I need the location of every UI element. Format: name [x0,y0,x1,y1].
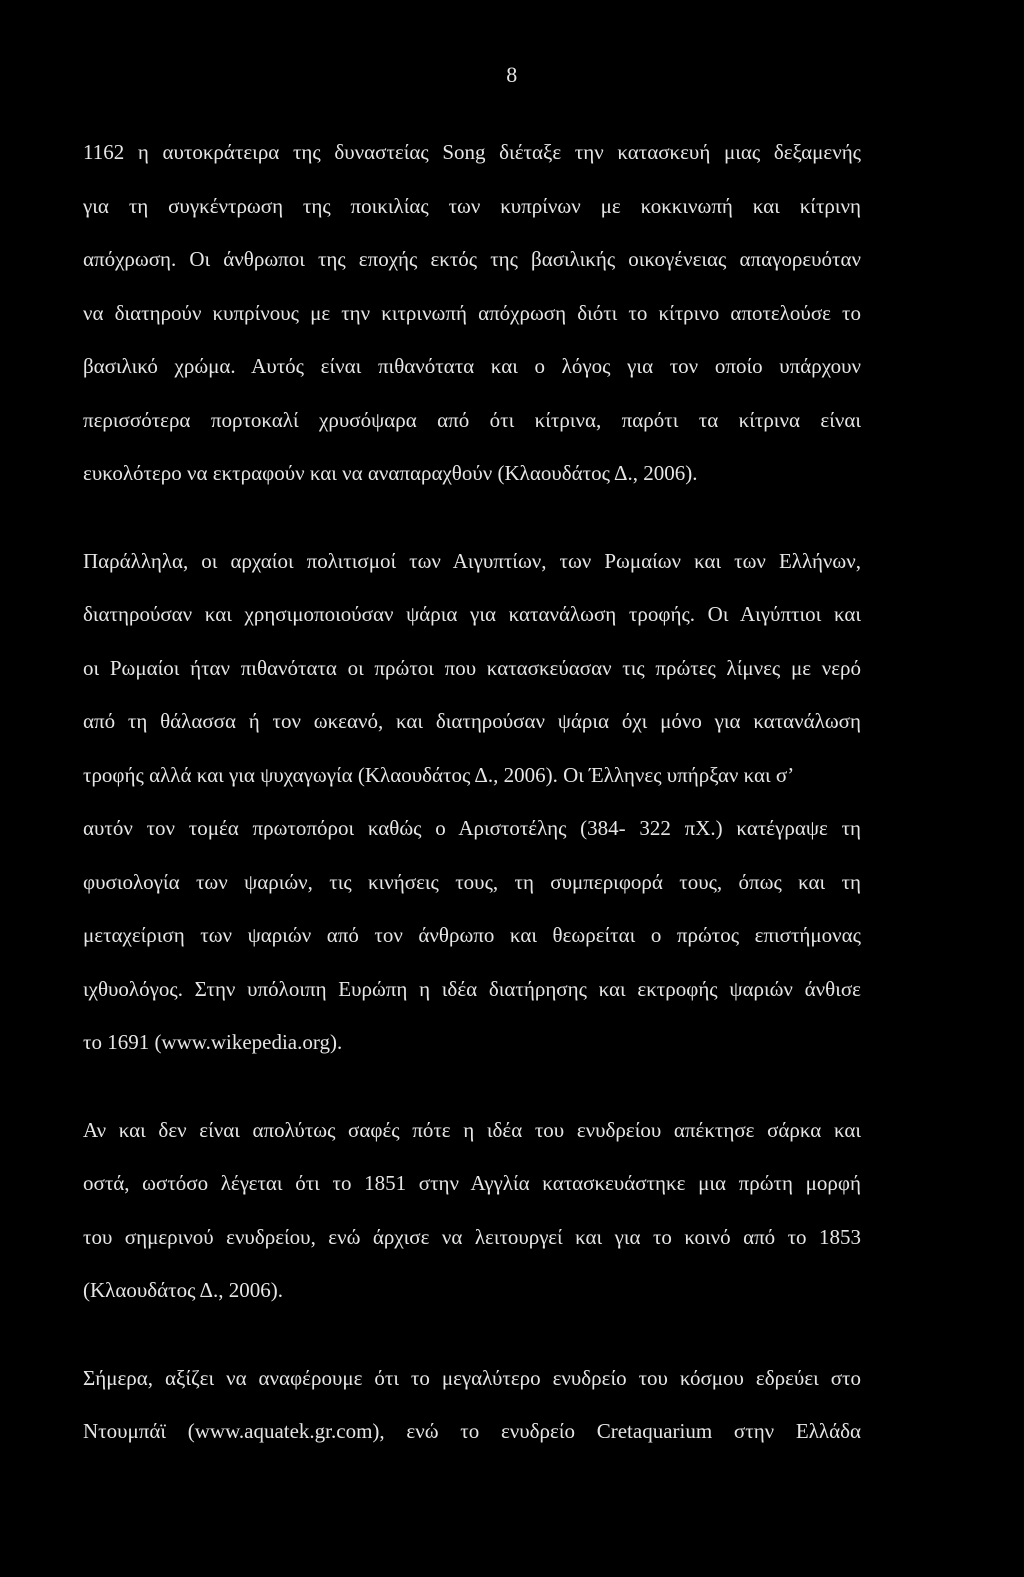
paragraph-aquarium-origin [83,1104,861,1318]
text-line: διατηρούσαν και χρησιμοποιούσαν ψάρια για κατανάλωση τροφής. Οι Αιγύπτιοι και [83,602,861,626]
text-line: (Κλαουδάτος Δ., 2006). [83,1278,283,1302]
paragraph-ancient-civilizations [83,535,861,1070]
text-line: αυτόν τον τομέα πρωτοπόροι καθώς ο Αριστοτέλης (384- 322 πΧ.) κατέγραψε τη [83,816,861,840]
paragraph-largest-aquarium [83,1352,861,1459]
text-line: του σημερινού ενυδρείου, ενώ άρχισε να λειτουργεί και για το κοινό από το 1853 [83,1224,861,1249]
paragraph-gap [83,501,861,535]
paragraph-gap [83,1070,861,1104]
text-line: το 1691 (www.wikepedia.org). [83,1030,343,1054]
text-line: φυσιολογία των ψαριών, τις κινήσεις τους, τη συμπεριφορά τους, όπως και τη [83,869,861,894]
text-line: Σήμερα, αξίζει να αναφέρουμε ότι το μεγαλύτερο ενυδρείο του κόσμου εδρεύει στο [83,1365,861,1390]
text-line: να διατηρούν κυπρίνους με την κιτρινωπή απόχρωση διότι το κίτρινο αποτελούσε το [83,300,861,325]
text-line: Παράλληλα, οι αρχαίοι πολιτισμοί των Αιγυπτίων, των Ρωμαίων και των Ελλήνων, [83,548,861,573]
text-line: από τη θάλασσα ή τον ωκεανό, και διατηρούσαν ψάρια όχι μόνο για κατανάλωση [83,709,861,733]
text-line: τροφής αλλά και για ψυχαγωγία (Κλαουδάτος Δ., 2006). Οι Έλληνες υπήρξαν και σ’ [83,762,795,787]
text-line: περισσότερα πορτοκαλί χρυσόψαρα από ότι κίτρινα, παρότι τα κίτρινα είναι [83,407,861,432]
text-line: ευκολότερο να εκτραφούν και να αναπαραχθούν (Κλαουδάτος Δ., 2006). [83,461,698,485]
text-line: για τη συγκέντρωση της ποικιλίας των κυπρίνων με κοκκινωπή και κίτρινη [83,193,861,218]
text-line: ιχθυολόγος. Στην υπόλοιπη Ευρώπη η ιδέα διατήρησης και εκτροφής ψαριών άνθισε [83,976,861,1001]
page-number: 8 [506,62,518,87]
document-body [83,126,861,1459]
text-line: μεταχείριση των ψαριών από τον άνθρωπο και θεωρείται ο πρώτος επιστήμονας [83,923,861,947]
text-line: βασιλικό χρώμα. Αυτός είναι πιθανότατα και ο λόγος για τον οποίο υπάρχουν [83,354,861,378]
text-line: οστά, ωστόσο λέγεται ότι το 1851 στην Αγγλία κατασκευάστηκε μια πρώτη μορφή [83,1171,861,1195]
text-line: Ντουμπάϊ (www.aquatek.gr.com), ενώ το ενυδρείο Cretaquarium στην Ελλάδα [83,1419,861,1443]
text-line: Αν και δεν είναι απολύτως σαφές πότε η ιδέα του ενυδρείου απέκτησε σάρκα και [83,1117,861,1142]
text-line: απόχρωση. Οι άνθρωποι της εποχής εκτός της βασιλικής οικογένειας απαγορευόταν [83,247,861,271]
paragraph-gap [83,1318,861,1352]
text-line: 1162 η αυτοκράτειρα της δυναστείας Song διέταξε την κατασκευή μιας δεξαμενής [83,140,861,164]
paragraph-koi-history [83,126,861,501]
text-line: οι Ρωμαίοι ήταν πιθανότατα οι πρώτοι που κατασκεύασαν τις πρώτες λίμνες με νερό [83,655,861,680]
